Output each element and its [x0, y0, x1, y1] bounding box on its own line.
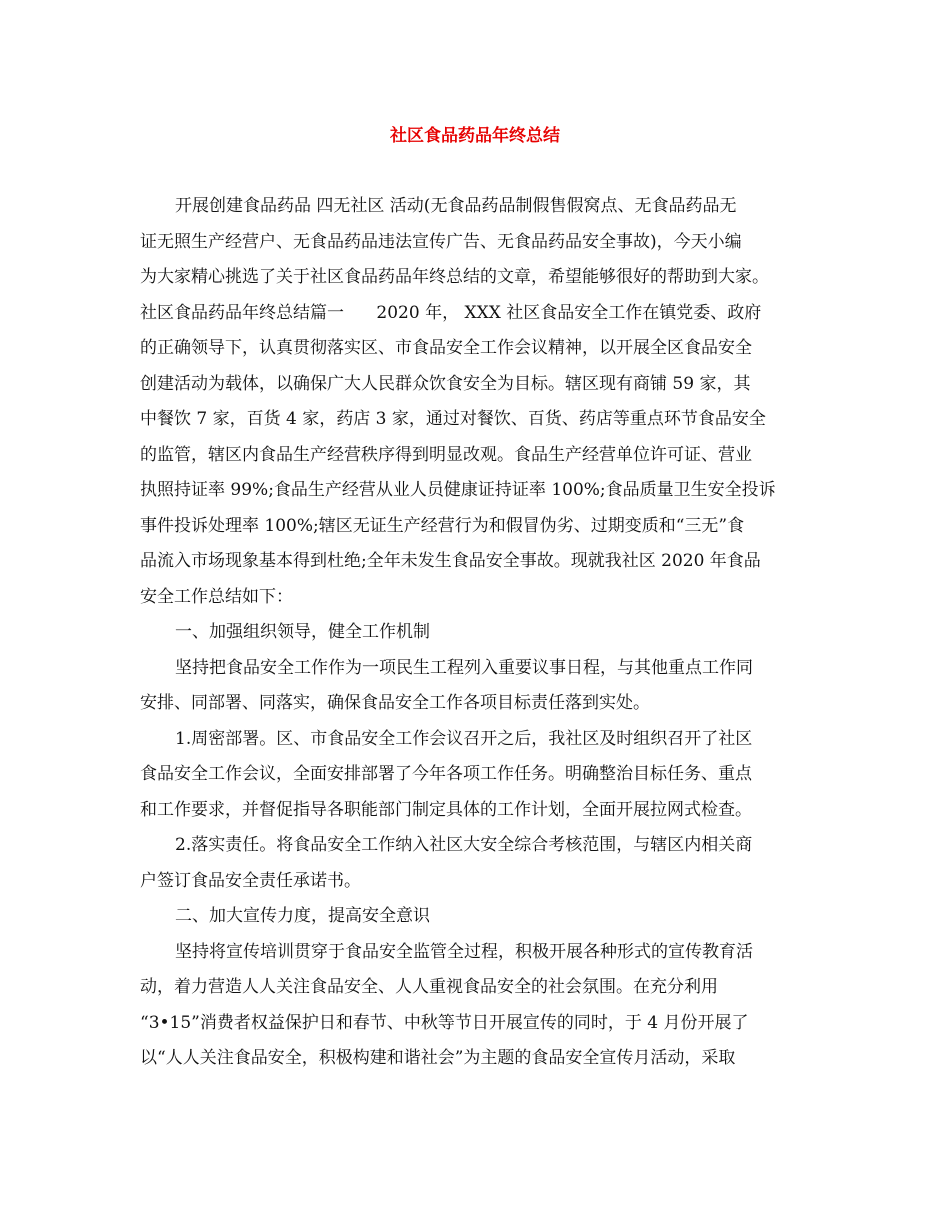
body-line-12: 安全工作总结如下：: [140, 587, 293, 607]
body-line-25: 以“人人关注食品安全，积极构建和谐社会”为主题的食品安全宣传月活动，采取: [140, 1048, 736, 1068]
body-line-3: 为大家精心挑选了关于社区食品药品年终总结的文章，希望能够很好的帮助到大家。: [140, 267, 769, 287]
body-line-20: 户签订食品安全责任承诺书。: [140, 871, 361, 891]
body-line-16: 1.周密部署。区、市食品安全工作会议召开之后，我社区及时组织召开了社区: [175, 729, 753, 749]
body-line-22: 坚持将宣传培训贯穿于食品安全监管全过程，积极开展各种形式的宣传教育活: [175, 942, 753, 962]
body-line-11: 品流入市场现象基本得到杜绝;全年未发生食品安全事故。现就我社区 2020 年食品: [140, 551, 761, 571]
body-line-17: 食品安全工作会议，全面安排部署了今年各项工作任务。明确整治目标任务、重点: [140, 764, 752, 784]
body-line-10: 事件投诉处理率 100%;辖区无证生产经营行为和假冒伪劣、过期变质和“三无”食: [140, 516, 745, 536]
body-line-7: 中餐饮 7 家，百货 4 家，药店 3 家，通过对餐饮、百货、药店等重点环节食品安全: [140, 409, 766, 429]
body-line-8: 的监管，辖区内食品生产经营秩序得到明显改观。食品生产经营单位许可证、营业: [140, 445, 752, 465]
document-title: 社区食品药品年终总结: [390, 126, 560, 146]
body-line-1: 开展创建食品药品 四无社区 活动(无食品药品制假售假窝点、无食品药品无: [175, 196, 737, 216]
body-line-4: 社区食品药品年终总结篇一 2020 年， XXX 社区食品安全工作在镇党委、政府: [140, 303, 762, 323]
body-line-15: 安排、同部署、同落实，确保食品安全工作各项目标责任落到实处。: [140, 693, 650, 713]
body-line-5: 的正确领导下，认真贯彻落实区、市食品安全工作会议精神，以开展全区食品安全: [140, 338, 752, 358]
body-line-19: 2.落实责任。将食品安全工作纳入社区大安全综合考核范围，与辖区内相关商: [175, 835, 753, 855]
body-line-18: 和工作要求，并督促指导各职能部门制定具体的工作计划，全面开展拉网式检查。: [140, 800, 752, 820]
body-line-2: 证无照生产经营户、无食品药品违法宣传广告、无食品药品安全事故)，今天小编: [140, 232, 742, 252]
body-line-14: 坚持把食品安全工作作为一项民生工程列入重要议事日程，与其他重点工作同: [175, 658, 753, 678]
section-heading-1: 一、加强组织领导，健全工作机制: [175, 622, 430, 642]
section-heading-2: 二、加大宣传力度，提高安全意识: [175, 906, 430, 926]
body-line-23: 动，着力营造人人关注食品安全、人人重视食品安全的社会氛围。在充分利用: [140, 977, 718, 997]
body-line-6: 创建活动为载体，以确保广大人民群众饮食安全为目标。辖区现有商铺 59 家，其: [140, 374, 751, 394]
body-line-24: “3•15”消费者权益保护日和春节、中秋等节日开展宣传的同时，于 4 月份开展了: [140, 1013, 749, 1033]
body-line-9: 执照持证率 99%;食品生产经营从业人员健康证持证率 100%;食品质量卫生安全投诉: [140, 480, 776, 500]
